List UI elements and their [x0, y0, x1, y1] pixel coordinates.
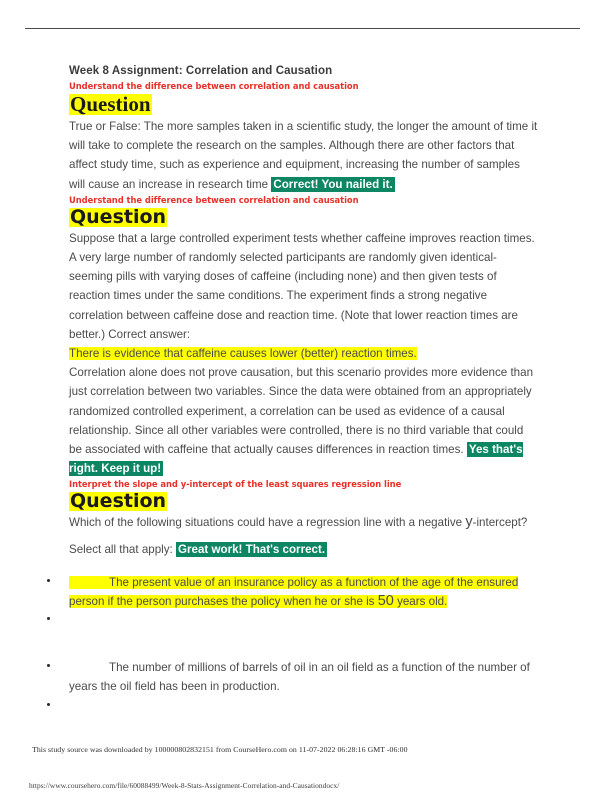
option-text-3a: The number of millions of barrels of oil in an oil field as a function of the number of years the oil field has been in production. — [69, 661, 530, 694]
bullet-dot-icon — [47, 579, 50, 582]
question-prompt-2: Suppose that a large controlled experiment tests whether caffeine improves reaction times. A very large number of randomly selected participants are randomly given identical-seeming pills with varying doses of caffeine (including none) and then given tests of reaction times under the same conditions. The experiment finds a strong negative correlation between caffeine dose and reaction time. (Note that lower reaction times are better.) Correct answer: — [69, 231, 535, 341]
bullet-dot-icon — [47, 664, 50, 667]
correct-answer-highlight-2: There is evidence that caffeine causes lower (better) reaction times. — [69, 347, 417, 361]
question-heading-1: Question — [70, 92, 151, 116]
question-prompt-3 — [69, 513, 539, 532]
list-item[interactable] — [69, 658, 539, 696]
bullet-dot-icon — [47, 617, 50, 620]
learning-objective-1: Understand the difference between correlation and causation — [69, 81, 359, 91]
list-item-spacer — [69, 630, 539, 658]
answer-options-list — [69, 573, 539, 716]
option-text-1a: The present value of an insurance policy as a function of the age of the ensured person if the person purchases the policy when he or she is — [69, 575, 519, 609]
header-rule — [25, 28, 580, 29]
bullet-dot-icon — [47, 703, 50, 706]
list-item[interactable] — [69, 697, 539, 716]
option-number-1: 50 — [377, 593, 394, 610]
document-content — [69, 64, 539, 716]
explanation-2 — [69, 363, 539, 478]
correct-answer-2 — [69, 344, 539, 363]
option-highlight-1 — [69, 576, 518, 608]
list-item[interactable] — [69, 573, 539, 611]
question-statement-1: True or False: The more samples taken in a scientific study, the longer the amount of time it will take to complete the research on the samples. Although there are other factors that affect study time, such as experience and equipment, increasing the number of samples will cause an increase in research time — [69, 120, 538, 191]
feedback-badge-1: Correct! You nailed it. — [273, 177, 393, 191]
question-heading-3: Question — [70, 490, 167, 513]
learning-objective-3: Interpret the slope and y-intercept of the least squares regression line — [69, 479, 402, 490]
option-text-1b: years old. — [393, 595, 448, 609]
question-prompt-3-part-b: -intercept? — [472, 516, 528, 530]
feedback-badge-2: Yes that's right. Keep it up! — [69, 443, 523, 476]
page-title: Week 8 Assignment: Correlation and Causation — [69, 65, 333, 77]
download-note: This study source was downloaded by 100000802832151 from CourseHero.com on 11-07-2022 06:28:16 GMT -06:00 — [32, 745, 408, 754]
feedback-badge-3: Great work! That's correct. — [177, 542, 326, 556]
learning-objective-2: Understand the difference between correlation and causation — [69, 194, 359, 205]
select-instruction-label: Select all that apply: — [69, 542, 176, 556]
question-text-1 — [69, 117, 539, 194]
y-variable-symbol: y — [465, 514, 473, 531]
explanation-text-2: Correlation alone does not prove causation, but this scenario provides more evidence than just correlation between two variables. Since the data were obtained from an appropriately randomized controlled experiment, a correlation can be used as evidence of a causal relationship. Since all other variables were controlled, there is no third variable that could be associated with caffeine that actually causes differences in reaction times. — [69, 366, 534, 457]
question-prompt-3-part-a: Which of the following situations could have a regression line with a negative — [69, 516, 466, 530]
list-item[interactable] — [69, 611, 539, 630]
source-url: https://www.coursehero.com/file/60088499/Week-8-Stats-Assignment-Correlation-and-Causationdocx/ — [29, 781, 340, 790]
select-instruction — [69, 540, 539, 559]
question-heading-2: Question — [70, 205, 167, 228]
